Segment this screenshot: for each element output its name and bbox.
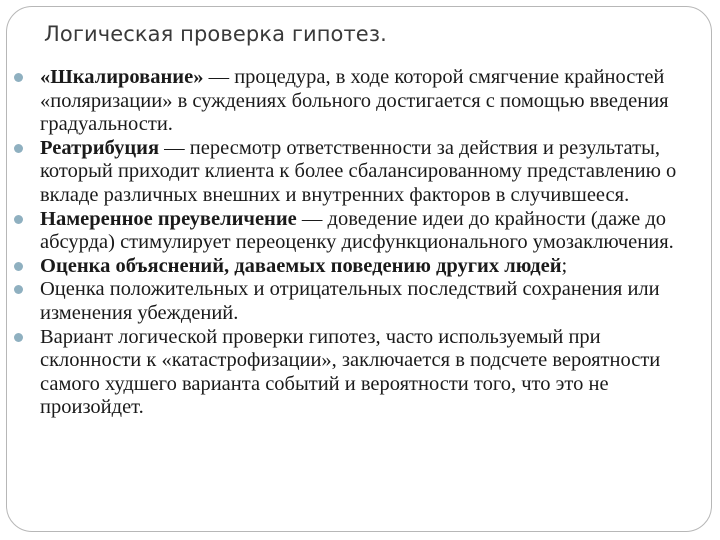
list-item [40, 255, 706, 279]
bullet-text: — пересмотр ответственности за действия и результаты, который приходит клиента к более сбалансированному представлению о вкладе различных внешних и внутренних факторов в случившееся. [40, 136, 677, 206]
bullet-text: Оценка положительных и отрицательных последствий сохранения или изменения убеждений. [40, 278, 660, 324]
bullet-icon [14, 73, 23, 82]
bullet-term: «Шкалирование» [40, 66, 204, 88]
list-item [40, 137, 706, 208]
bullet-text: Вариант логической проверки гипотез, часто используемый при склонности к «катастрофизации», заключается в подсчете вероятности самого худшего варианта событий и вероятности того, что это не произойдет. [40, 325, 661, 419]
bullet-icon [14, 215, 23, 224]
bullet-text: — процедура, в ходе которой смягчение крайностей «поляризации» в суждениях больного достигается с помощью введения градуальности. [40, 66, 669, 136]
bullet-term: Реатрибуция [40, 136, 160, 159]
bullet-text: — доведение идеи до крайности (даже до абсурда) стимулирует переоценку дисфункционального умозаключения. [40, 207, 674, 254]
list-item [40, 208, 706, 255]
bullet-icon [14, 333, 23, 342]
bullet-term: Оценка объяснений, даваемых поведению других людей [40, 254, 562, 277]
list-item [40, 66, 706, 137]
bullet-icon [14, 144, 23, 153]
list-item [40, 326, 706, 420]
bullet-text: ; [561, 254, 568, 277]
bullet-icon [14, 262, 23, 271]
bullet-list [40, 66, 706, 420]
slide-title: Логическая проверка гипотез. [44, 22, 387, 46]
list-item [40, 278, 706, 325]
bullet-term: Намеренное преувеличение [40, 207, 297, 230]
